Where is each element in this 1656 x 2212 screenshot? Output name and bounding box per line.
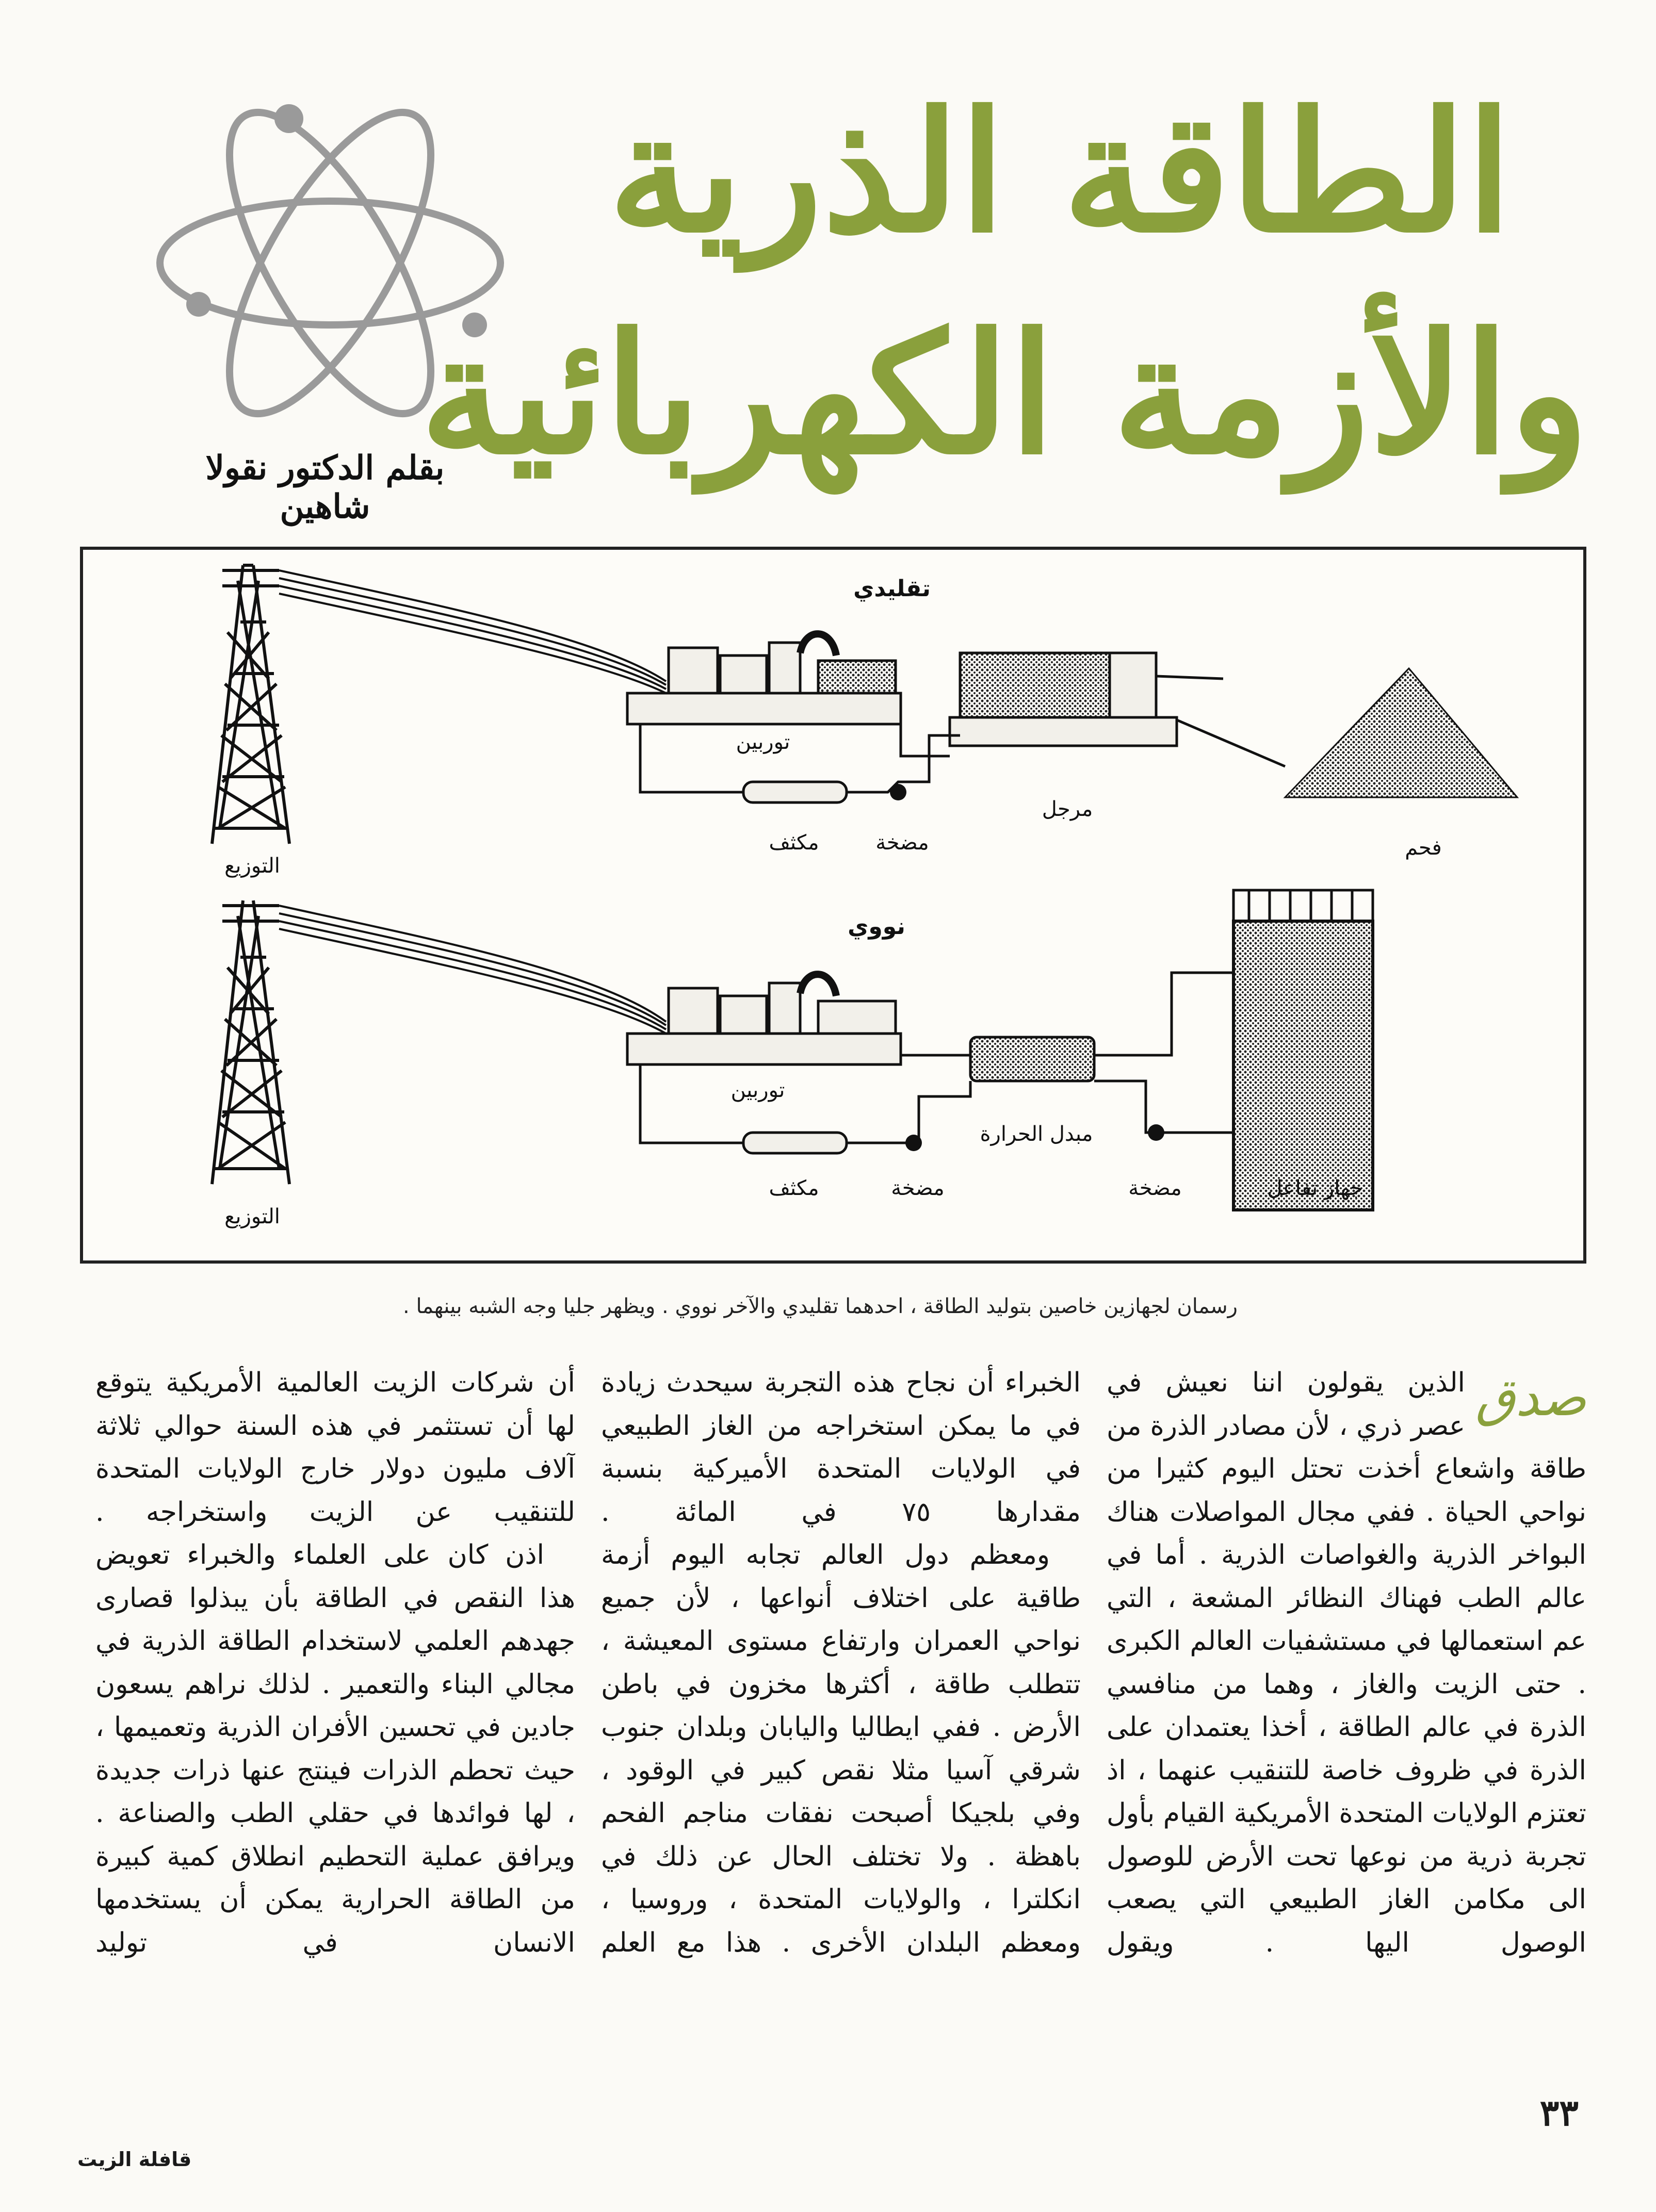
drop-cap: صدق	[1475, 1367, 1586, 1428]
label-heat-exchanger: مبدل الحرارة	[980, 1122, 1093, 1146]
column-3-paragraph-2: اذن كان على العلماء والخبراء تعويض هذا النقص في الطاقة بأن يبذلوا قصارى جهدهم العلمي لاستخدام الطاقة الذرية في مجالي البناء والتعمير . لذلك نراهم يسعون جادين في تحسين الأفران الذرية وتعميمها ، حيث تحطم الذرات فينتج عنها ذرات جديدة ، لها فوائدها في حقلي الطب والصناعة . ويرافق عملية التحطيم انطلاق كمية كبيرة من الطاقة الحرارية يمكن أن يستخدمها الانسان في توليد	[95, 1539, 575, 1958]
condenser-top	[743, 782, 847, 802]
magazine-footer: قافلة الزيت	[77, 2148, 192, 2171]
label-reactor: جهاز تفاعل	[1267, 1176, 1363, 1200]
condenser-bottom	[743, 1133, 847, 1153]
turbine-top	[627, 634, 901, 724]
title-line-1: الطاقة الذرية	[608, 76, 1512, 269]
label-turbine-bottom: توربين	[730, 1078, 785, 1102]
pump-bottom-2	[1148, 1124, 1164, 1141]
label-conventional: تقليدي	[853, 576, 931, 602]
pump-bottom-1	[905, 1135, 922, 1151]
heat-exchanger	[970, 1037, 1094, 1081]
diagram-caption: رسمان لجهازين خاصين بتوليد الطاقة ، احدهما تقليدي والآخر نووي . ويظهر جليا وجه الشبه بينهما .	[403, 1295, 1238, 1318]
label-condenser-bottom: مكثف	[769, 1176, 819, 1200]
column-3-paragraph-1: أن شركات الزيت العالمية الأمريكية يتوقع لها أن تستثمر في هذه السنة حوالي ثلاثة آلاف مليون دولار خارج الولايات المتحدة للتنقيب عن الزيت واستخراجه .	[95, 1367, 575, 1528]
label-boiler: مرجل	[1042, 797, 1093, 821]
label-pump-bottom-1: مضخة	[891, 1176, 945, 1200]
diagram-drawing	[83, 550, 1583, 1260]
label-turbine-top: توربين	[736, 730, 790, 754]
column-3	[95, 1362, 575, 2094]
label-pump-bottom-2: مضخة	[1128, 1176, 1182, 1200]
label-nuclear: نووي	[848, 913, 905, 940]
distribution-tower-top	[212, 565, 289, 844]
column-1-text: الذين يقولون اننا نعيش في عصر ذري ، لأن مصادر الذرة من طاقة واشعاع أخذت تحتل اليوم كثيرا من نواحي الحياة . ففي مجال المواصلات هناك البواخر الذرية والغواصات الذرية . أما في عالم الطب فهناك النظائر المشعة ، التي عم استعمالها في مستشفيات العالم الكبرى . حتى الزيت والغاز ، وهما من منافسي الذرة في عالم الطاقة ، أخذا يعتمدان على الذرة في ظروف خاصة للتنقيب عنهما ، اذ تعتزم الولايات المتحدة الأمريكية القيام بأول تجربة ذرية من نوعها تحت الأرض للوصول الى مكامن الغاز الطبيعي التي يصعب الوصول اليها . ويقول	[1107, 1367, 1586, 1958]
column-2-paragraph-2: ومعظم دول العالم تجابه اليوم أزمة طاقية على اختلاف أنواعها ، لأن جميع نواحي العمران وارتفاع مستوى المعيشة ، تتطلب طاقة ، أكثرها مخزون في باطن الأرض . ففي ايطاليا واليابان وبلدان جنوب شرقي آسيا مثلا نقص كبير في الوقود ، وفي بلجيكا أصبحت نفقات مناجم الفحم باهظة . ولا تختلف الحال عن ذلك في انكلترا ، والولايات المتحدة ، وروسيا ، ومعظم البلدان الأخرى . هذا مع العلم	[601, 1539, 1081, 1958]
power-plant-diagram	[80, 547, 1586, 1264]
label-coal: فحم	[1405, 836, 1442, 860]
column-2	[601, 1362, 1081, 2094]
turbine-bottom	[627, 974, 901, 1064]
column-2-paragraph-1: الخبراء أن نجاح هذه التجربة سيحدث زيادة في ما يمكن استخراجه من الغاز الطبيعي في الولايات المتحدة الأميركية بنسبة مقدارها ٧٥ في المائة .	[601, 1367, 1081, 1528]
pump-top	[890, 784, 906, 800]
boiler	[950, 653, 1223, 746]
page-number: ٣٣	[1539, 2091, 1579, 2134]
label-distribution-top: التوزيع	[224, 854, 280, 878]
reactor	[1233, 921, 1373, 1210]
label-distribution-bottom: التوزيع	[224, 1205, 280, 1228]
author-byline: بقلم الدكتور نقولا شاهين	[205, 449, 445, 526]
title-line-2: والأزمة الكهربائية	[420, 298, 1589, 491]
label-condenser-top: مكثف	[769, 831, 819, 855]
article-title	[420, 62, 1589, 505]
coal-pile	[1285, 668, 1517, 797]
distribution-tower-bottom	[212, 900, 289, 1184]
label-pump-top: مضخة	[875, 831, 929, 855]
column-1	[1107, 1362, 1586, 2094]
